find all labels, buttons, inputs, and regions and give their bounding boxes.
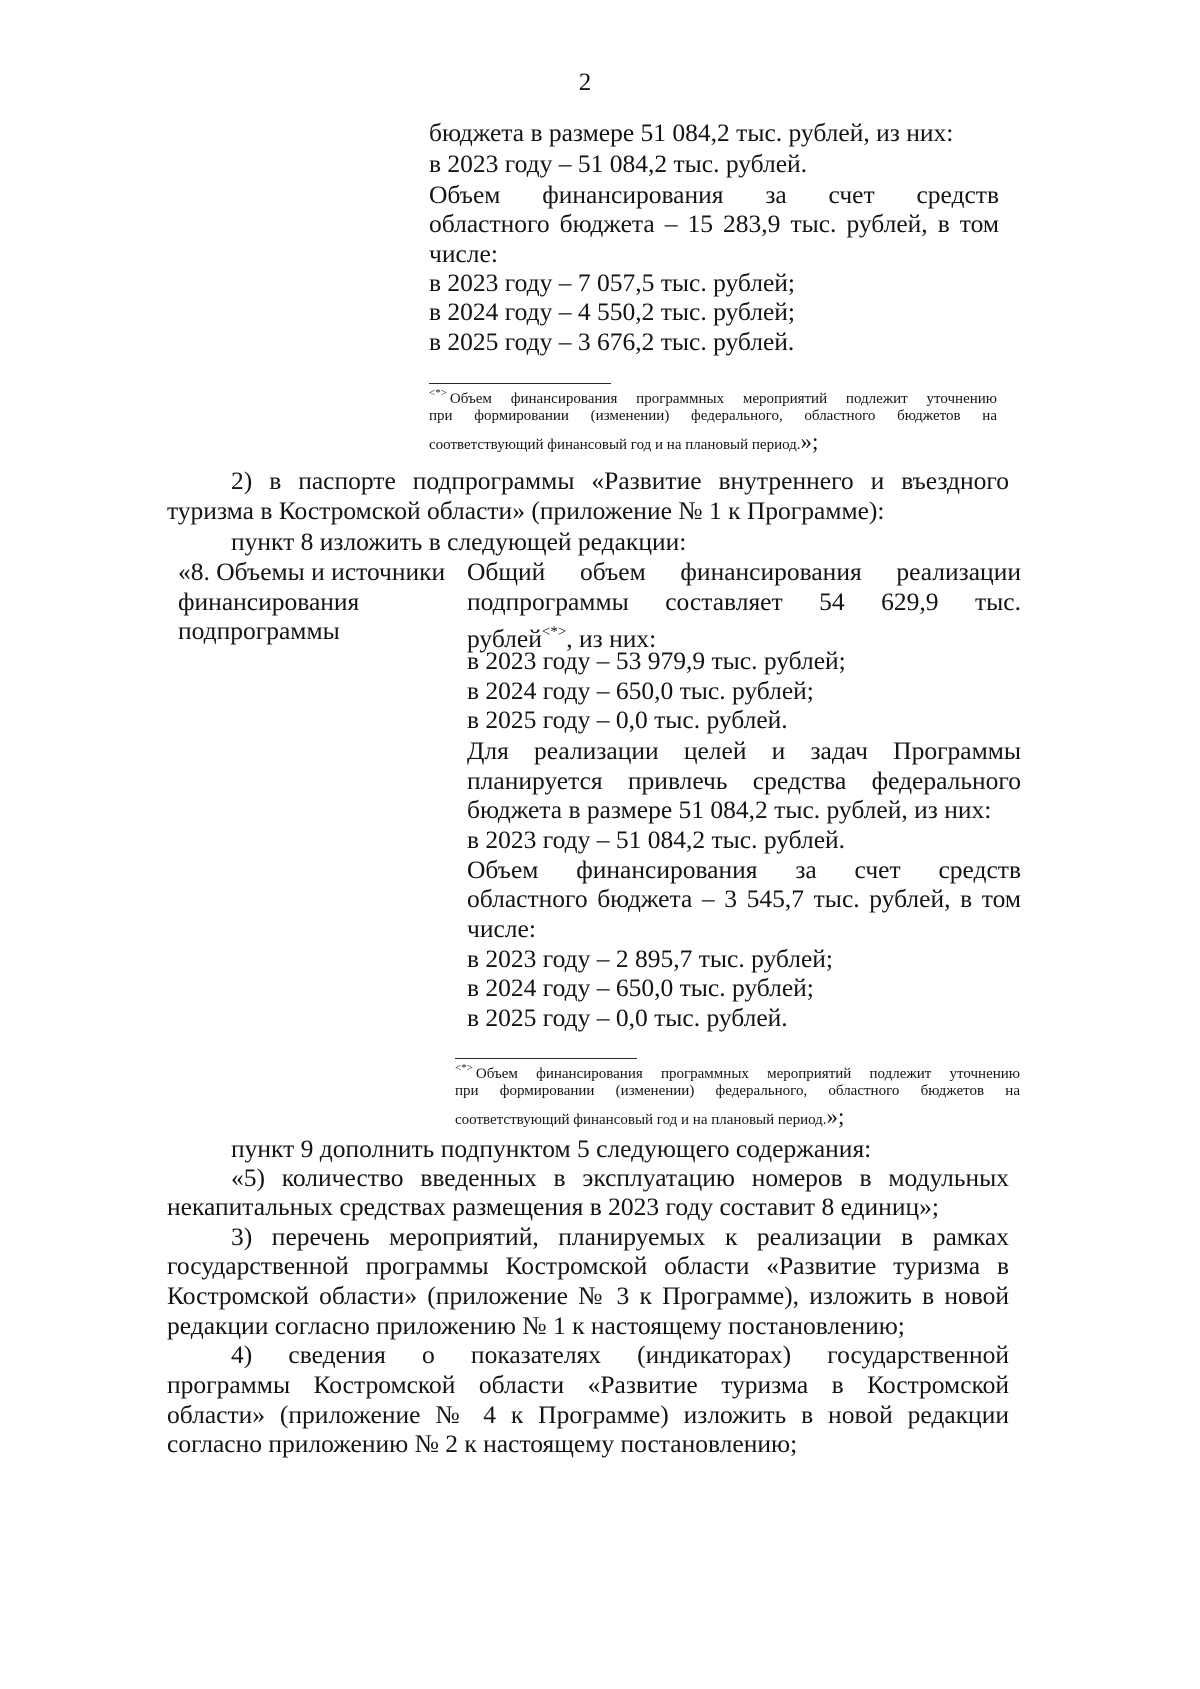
- footnote-line: при формировании (изменении) федерального, областного бюджетов на: [455, 1083, 1020, 1099]
- rubles-tail: , из них:: [566, 624, 657, 653]
- row-value-line: Объем финансирования за счет средств: [467, 855, 1021, 884]
- row-value-line: подпрограммы составляет 54 629,9 тыс.: [467, 587, 1021, 616]
- row-label-line: подпрограммы: [178, 616, 340, 645]
- footnote-mark: <*>: [455, 1062, 473, 1074]
- body-line: согласно приложению № 2 к настоящему постановлению;: [167, 1429, 798, 1458]
- top-line: числе:: [429, 239, 498, 268]
- footnote-line: [429, 429, 818, 458]
- body-line: «5) количество введенных в эксплуатацию номеров в модульных: [231, 1163, 1009, 1192]
- footnote-line: [455, 1104, 844, 1133]
- body-line: Костромской области» (приложение № 3 к Программе), изложить в новой: [167, 1281, 1009, 1310]
- body-line: 3) перечень мероприятий, планируемых к реализации в рамках: [231, 1222, 1009, 1251]
- top-line: в 2023 году – 51 084,2 тыс. рублей.: [429, 149, 808, 178]
- top-line: в 2024 году – 4 550,2 тыс. рублей;: [429, 297, 796, 326]
- item-2-line: туризма в Костромской области» (приложение № 1 к Программе):: [167, 496, 885, 525]
- row-value-line: Общий объем финансирования реализации: [467, 557, 1021, 586]
- footnote-text: Объем финансирования программных мероприятий подлежит уточнению: [449, 391, 997, 407]
- row-value-line: в 2023 году – 51 084,2 тыс. рублей.: [467, 825, 846, 854]
- row-value-line: областного бюджета – 3 545,7 тыс. рублей, в том: [467, 884, 1021, 913]
- top-line: бюджета в размере 51 084,2 тыс. рублей, из них:: [429, 118, 954, 147]
- row-label-line: финансирования: [178, 587, 360, 616]
- top-line: в 2023 году – 7 057,5 тыс. рублей;: [429, 268, 796, 297]
- footnote-mark: <*>: [429, 387, 447, 399]
- footnote-text: соответствующий финансовый год и на плановый период.: [429, 437, 801, 453]
- row-value-line: бюджета в размере 51 084,2 тыс. рублей, из них:: [467, 795, 992, 824]
- body-line: области» (приложение № 4 к Программе) изложить в новой редакции: [167, 1400, 1009, 1429]
- footnote-text: соответствующий финансовый год и на плановый период.: [455, 1112, 827, 1128]
- footnote-line: при формировании (изменении) федерального, областного бюджетов на: [429, 408, 997, 424]
- footnote-text: Объем финансирования программных мероприятий подлежит уточнению: [475, 1066, 1020, 1082]
- item-2-line: 2) в паспорте подпрограммы «Развитие внутреннего и въездного: [231, 466, 1009, 495]
- page-number: 2: [578, 69, 592, 96]
- top-line: областного бюджета – 15 283,9 тыс. рублей, в том: [429, 209, 999, 238]
- row-value-line: в 2024 году – 650,0 тыс. рублей;: [467, 676, 814, 705]
- body-line: 4) сведения о показателях (индикаторах) государственной: [231, 1340, 1009, 1369]
- footnote-end: »;: [800, 429, 819, 454]
- row-value-line: числе:: [467, 914, 536, 943]
- item-2-line: пункт 8 изложить в следующей редакции:: [231, 527, 687, 556]
- row-value-line: планируется привлечь средства федерального: [467, 766, 1021, 795]
- body-line: государственной программы Костромской области «Развитие туризма в: [167, 1251, 1009, 1280]
- body-line: пункт 9 дополнить подпунктом 5 следующего содержания:: [231, 1134, 872, 1163]
- footnote-end: »;: [826, 1104, 845, 1129]
- row-label-line: «8. Объемы и источники: [178, 557, 446, 586]
- row-value-line: Для реализации целей и задач Программы: [467, 736, 1021, 765]
- row-value-line: в 2023 году – 53 979,9 тыс. рублей;: [467, 646, 846, 675]
- body-line: программы Костромской области «Развитие туризма в Костромской: [167, 1370, 1009, 1399]
- top-line: в 2025 году – 3 676,2 тыс. рублей.: [429, 327, 795, 356]
- row-value-line: в 2023 году – 2 895,7 тыс. рублей;: [467, 944, 834, 973]
- rubles-word: рублей: [467, 624, 542, 653]
- top-line: Объем финансирования за счет средств: [429, 180, 999, 209]
- row-value-line: в 2025 году – 0,0 тыс. рублей.: [467, 1003, 788, 1032]
- row-value-line: в 2024 году – 650,0 тыс. рублей;: [467, 973, 814, 1002]
- body-line: редакции согласно приложению № 1 к настоящему постановлению;: [167, 1311, 905, 1340]
- row-value-line: в 2025 году – 0,0 тыс. рублей.: [467, 705, 788, 734]
- body-line: некапитальных средствах размещения в 2023 году составит 8 единиц»;: [167, 1192, 939, 1221]
- footnote-ref: <*>: [541, 624, 567, 640]
